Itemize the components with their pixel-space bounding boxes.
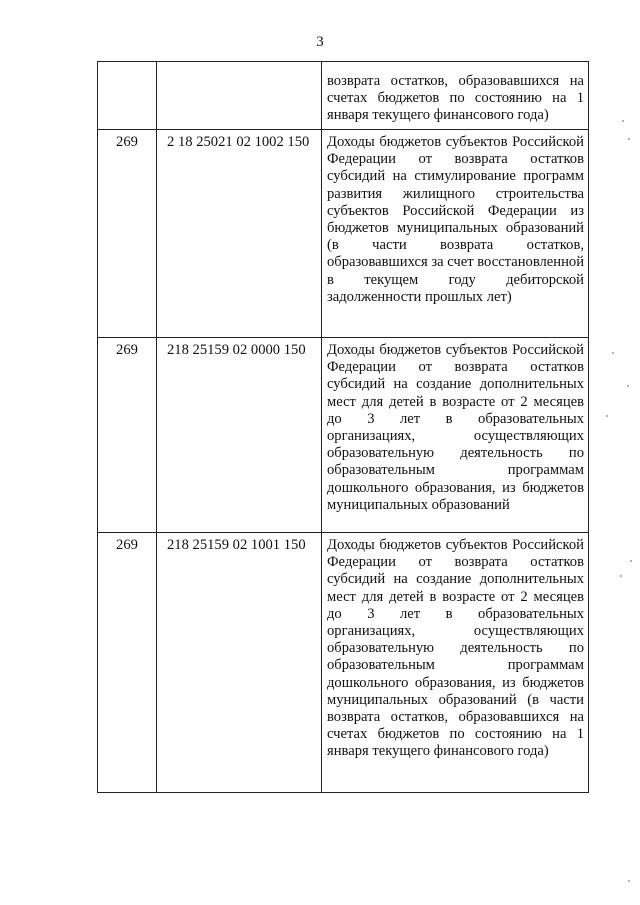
- revenue-description-cell: возврата остатков, образовавшихся на счетах бюджетов по состоянию на 1 января текущего финансового года): [322, 62, 589, 130]
- revenue-description-cell: Доходы бюджетов субъектов Российской Федерации от возврата остатков субсидий на стимулирование программ развития жилищного строительства субъектов Российской Федерации из бюджетов муниципальных образований (в части возврата остатков, образовавшихся за счет восстановленной в текущем году дебиторской задолженности прошлых лет): [322, 130, 589, 338]
- table-row: [98, 62, 589, 130]
- budget-classification-code-cell: 218 25159 02 1001 150: [157, 533, 322, 793]
- scan-artifact: [606, 415, 608, 417]
- scan-artifact: [630, 560, 632, 562]
- scan-artifact: [628, 880, 630, 882]
- table-row: [98, 338, 589, 533]
- scan-artifact: [627, 385, 629, 387]
- revenue-description-cell: Доходы бюджетов субъектов Российской Федерации от возврата остатков субсидий на создание дополнительных мест для детей в возрасте от 2 месяцев до 3 лет в образовательных организациях, осуществляющих образовательную деятельность по образовательным программам дошкольного образования, из бюджетов муниципальных образований (в части возврата остатков, образовавшихся на счетах бюджетов по состоянию на 1 января текущего финансового года): [322, 533, 589, 793]
- table-row: [98, 130, 589, 338]
- scan-artifact: [612, 352, 614, 354]
- page-number: 3: [316, 34, 324, 50]
- scan-artifact: [620, 575, 622, 577]
- budget-classification-code-cell: 2 18 25021 02 1002 150: [157, 130, 322, 338]
- scan-artifact: [622, 120, 624, 122]
- budget-classification-code-cell: 218 25159 02 0000 150: [157, 338, 322, 533]
- budget-classification-code-cell: [157, 62, 322, 130]
- scan-artifact: [628, 138, 630, 140]
- admin-code-cell: 269: [98, 130, 157, 338]
- revenue-codes-table: [97, 61, 589, 793]
- admin-code-cell: 269: [98, 533, 157, 793]
- admin-code-cell: [98, 62, 157, 130]
- table-row: [98, 533, 589, 793]
- admin-code-cell: 269: [98, 338, 157, 533]
- revenue-description-cell: Доходы бюджетов субъектов Российской Федерации от возврата остатков субсидий на создание дополнительных мест для детей в возрасте от 2 месяцев до 3 лет в образовательных организациях, осуществляющих образовательную деятельность по образовательным программам дошкольного образования, из бюджетов муниципальных образований: [322, 338, 589, 533]
